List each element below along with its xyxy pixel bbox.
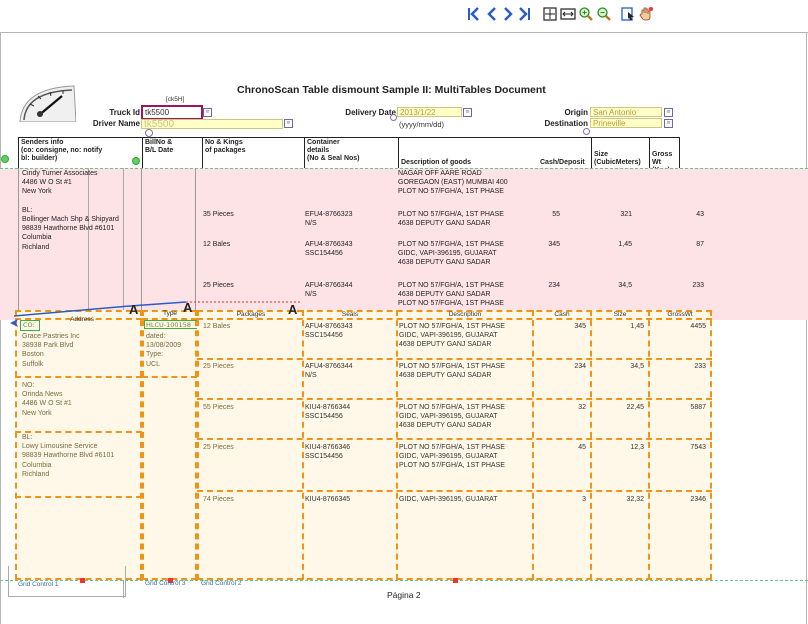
destination-field[interactable]: Prineville [590,118,662,128]
row-3-container: AFU4-8766344 N/S [305,282,353,299]
document-title: ChronoScan Table dismount Sample II: MultiTables Document [237,84,546,96]
grid-2-row-1-seals: AFU4-8766343 SSC154456 [305,323,353,340]
truck-id-field[interactable]: tk5500 [141,105,203,120]
grid-2-row-1-description: PLOT NO 57/FGH/A, 1ST PHASE GIDC, VAPI-396195, GUJARAT 4638 DEPUTY GANJ SADAR [399,323,505,349]
next-page-icon[interactable] [500,6,516,22]
grid-2-row-5-size: 32,32 [626,496,644,503]
zoom-out-icon[interactable] [596,6,612,22]
header-bill-no: BillNo & B/L Date [145,139,174,154]
grid-2-row-1-packages: 12 Bales [203,323,231,330]
driver-name-field[interactable]: tk5500 [141,119,283,129]
grid-2-row-4-cash: 45 [578,444,586,451]
row-3-cash: 234 [548,282,560,289]
grid-column-divider [648,310,650,580]
grid-2-row-3-description: PLOT NO 57/FGH/A, 1ST PHASE GIDC, VAPI-396195, GUJARAT 4638 DEPUTY GANJ SADAR [399,404,505,430]
pan-icon[interactable] [638,6,654,22]
driver-name-label: Driver Name [92,119,140,128]
zoom-in-icon[interactable] [578,6,594,22]
grid-2-row-4-size: 12,3 [630,444,644,451]
column-anchor-marker[interactable]: A [183,300,193,315]
row-3-gross: 233 [692,282,704,289]
grid-3-header-type[interactable]: Type [162,310,178,317]
grid-2-header-description[interactable]: Description [448,311,482,318]
row-3-description: PLOT NO 57/FGH/A, 1ST PHASE 4638 DEPUTY GANJ SADAR PLOT NO 57/FGH/A, 1ST PHASE [398,282,504,308]
ocr-toggle-icon[interactable]: ≡ [284,119,293,128]
grid-2-row-5-gross: 2346 [690,496,706,503]
document-frame-left [0,32,1,624]
grid-column-divider [532,310,534,580]
column-anchor-marker[interactable]: A [288,302,298,317]
gauge-logo [18,84,76,122]
row-3-packages: 25 Pieces [203,282,234,289]
row-1-description: PLOT NO 57/FGH/A, 1ST PHASE 4638 DEPUTY GANJ SADAR [398,211,504,228]
row-1-container: EFU4-8766323 N/S [305,211,353,228]
truck-id-caption: [ck5H] [166,96,185,103]
grid-2-row-3-seals: KIU4-8766344 SSC154456 [305,404,351,421]
previous-page-icon[interactable] [484,6,500,22]
row-1-cash: 55 [552,211,560,218]
grid-2-header-cash[interactable]: Cash [554,311,570,318]
grid-1-block-consignee: Grace Pastries Inc 38938 Park Blvd Boston Suffolk [22,333,80,368]
grid-2-row-3-gross: 5887 [690,404,706,411]
grid-control-2-label[interactable]: Grid Control 2 [201,580,242,587]
delivery-date-label: Delivery Date [345,108,396,117]
source-table-header [18,137,680,169]
row-2-packages: 12 Bales [203,241,231,248]
header-cash-deposit: Cash/Deposit [540,159,585,166]
anchor-icon[interactable] [390,114,397,121]
row-2-size: 1,45 [618,241,632,248]
delivery-date-format-hint: (yyyy/mm/dd) [399,120,444,129]
grid-2-row-2-size: 34,5 [630,363,644,370]
grid-2-row-1-cash: 345 [574,323,586,330]
column-anchor-marker[interactable]: A [129,302,139,317]
delivery-date-field[interactable]: 2013/1/22 [397,107,462,117]
grid-column-divider [396,310,398,580]
grid-2-row-2-cash: 234 [574,363,586,370]
ocr-toggle-icon[interactable]: ≡ [664,108,673,117]
grid-row-divider [197,358,712,360]
row-2-description: PLOT NO 57/FGH/A, 1ST PHASE GIDC, VAPI-396195, GUJARAT 4638 DEPUTY GANJ SADAR [398,241,504,267]
resize-handle[interactable] [80,578,85,583]
row-3-size: 34,5 [618,282,632,289]
grid-2-row-4-packages: 25 Pieces [203,444,234,451]
row-anchor-icon[interactable] [1,155,9,163]
grid-control-3-label[interactable]: Grid Control 3 [145,580,186,587]
senders-text: Cindy Turner Associates 4486 W O St #1 New York BL: Bollinger Mach Shp & Shipyard 98839 Hawthorne Blvd #6101 Columbia Richland [22,170,119,251]
fit-width-icon[interactable] [560,6,576,22]
document-frame-right [806,32,807,624]
header-description: Description of goods [401,159,471,166]
grid-row-divider [197,490,712,492]
header-container-details: Container details (No & Seal Nos) [307,139,360,162]
bill-number-tag: HLCU-100158 [144,320,198,329]
ocr-toggle-icon[interactable]: ≡ [463,108,472,117]
grid-3-bill-details: dated: 13/08/2009 Type: UCL [146,333,182,368]
co-tag: CO: [20,320,40,331]
first-page-icon[interactable] [466,6,482,22]
grid-2-row-2-gross: 233 [694,363,706,370]
row-2-container: AFU4-8766343 SSC154456 [305,241,353,258]
grid-2-row-1-size: 1,45 [630,323,644,330]
ocr-toggle-icon[interactable]: ≡ [664,119,673,128]
grid-2-row-5-packages: 74 Pieces [203,496,234,503]
grid-2-row-3-size: 22,45 [626,404,644,411]
grid-2-row-3-cash: 32 [578,404,586,411]
grid-row-divider [197,438,712,440]
grid-2-header-packages[interactable]: Packages [236,311,266,318]
last-page-icon[interactable] [516,6,532,22]
header-gross-wt: Gross Wt [652,151,673,166]
document-frame-top [0,32,808,33]
row-1-packages: 35 Pieces [203,211,234,218]
page-number: Página 2 [387,590,421,600]
grid-2-row-4-seals: KIU4-8766346 SSC154456 [305,444,351,461]
grid-1-header-address[interactable]: Address [70,316,94,323]
grid-control-1-label[interactable]: Grid Control 1 [18,581,59,588]
header-size: Size (CubicMeters) [594,151,641,166]
viewer-toolbar [466,6,666,24]
ocr-toggle-icon[interactable]: ≡ [203,108,212,117]
anchor-icon[interactable] [583,128,590,135]
truck-id-label: Truck Id [109,108,140,117]
grid-row-divider [15,376,142,378]
grid-2-row-1-gross: 4455 [690,323,706,330]
grid-2-header-size[interactable]: Size [613,311,627,318]
grid-2-row-5-cash: 3 [582,496,586,503]
grid-column-divider [302,310,304,580]
grid-2-row-2-packages: 25 Pieces [203,363,234,370]
grid-1-block-builder: BL: Lowy Limousine Service 98839 Hawthorne Blvd #6101 Columbia Richland [22,434,115,478]
anchor-icon[interactable] [145,129,153,137]
grid-1-block-notify: NO: Orinda News 4486 W O St #1 New York [22,382,72,417]
header-senders-info: Senders info (co: consigne, no: notify bl: builder) [21,139,103,162]
grid-2-row-2-seals: AFU4-8766344 N/S [305,363,353,380]
grid-2-header-seals[interactable]: Seals [341,311,359,318]
fit-page-icon[interactable] [542,6,558,22]
select-icon[interactable] [620,6,636,22]
header-packages: No & Kings of packages [205,139,246,154]
row-top-description: NAGAR OFF AARE ROAD GOREGAON (EAST) MUMBAI 400 PLOT NO 57/FGH/A, 1ST PHASE [398,170,508,196]
grid-2-row-4-gross: 7543 [690,444,706,451]
grid-2-row-5-seals: KIU4-8766345 [305,496,351,503]
row-2-cash: 345 [548,241,560,248]
origin-label: Origin [564,108,588,117]
column-link-lines [0,296,310,326]
grid-2-header-grosswt[interactable]: GrossWt [667,311,693,318]
row-2-gross: 87 [696,241,704,248]
grid-2-row-4-description: PLOT NO 57/FGH/A, 1ST PHASE GIDC, VAPI-396195, GUJARAT PLOT NO 57/FGH/A, 1ST PHASE [399,444,505,470]
origin-field[interactable]: San Antonio [590,107,662,117]
grid-2-row-5-description: GIDC, VAPI-396195, GUJARAT [399,496,498,503]
row-1-size: 321 [620,211,632,218]
grid-2-row-3-packages: 55 Pieces [203,404,234,411]
grid-row-divider [142,376,197,378]
row-anchor-icon[interactable] [132,157,140,165]
resize-handle[interactable] [453,578,458,583]
grid-row-divider [15,496,142,498]
grid-row-divider [197,398,712,400]
grid-2-row-2-description: PLOT NO 57/FGH/A, 1ST PHASE 4638 DEPUTY GANJ SADAR [399,363,505,380]
grid-column-divider [590,310,592,580]
row-1-gross: 43 [696,211,704,218]
destination-label: Destination [544,119,588,128]
